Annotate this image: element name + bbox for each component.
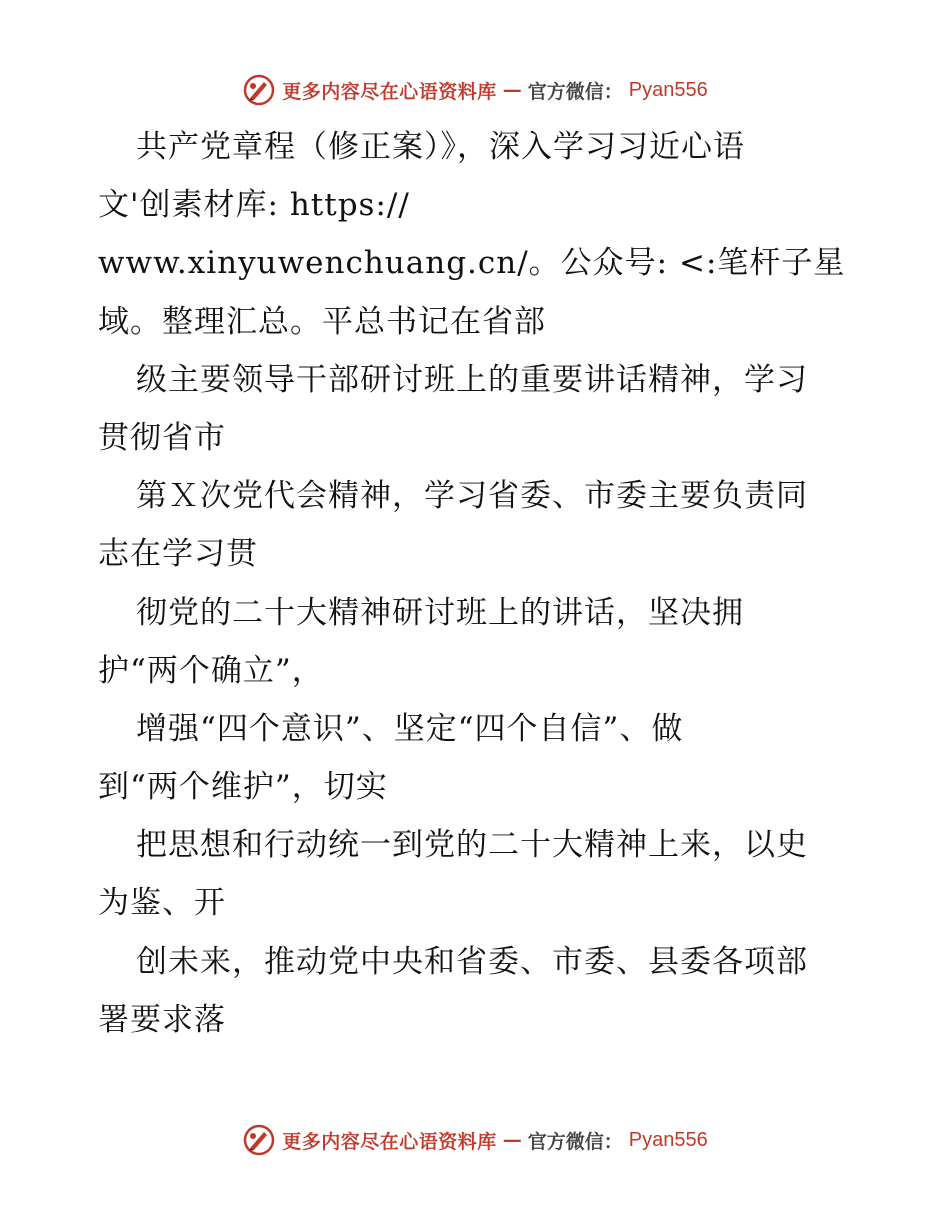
text-line: 级主要领导干部研讨班上的重要讲话精神，学习 bbox=[136, 361, 808, 398]
text-line: 增强“四个意识”、坚定“四个自信”、做 bbox=[136, 710, 684, 747]
text-line: 把思想和行动统一到党的二十大精神上来，以史 bbox=[136, 827, 808, 864]
text-line: 创未来，推动党中央和省委、市委、县委各项部 bbox=[136, 943, 808, 980]
text-line: 护“两个确立”， bbox=[98, 652, 324, 689]
footer-banner bbox=[0, 1120, 950, 1160]
text-line: 为鉴、开 bbox=[98, 885, 226, 922]
text-line: 到“两个维护”，切实 bbox=[98, 769, 388, 806]
header-banner bbox=[0, 70, 950, 110]
text-line: www.xinyuwenchuang.cn/。公众号: <:笔杆子星 bbox=[98, 245, 846, 282]
banner-separator: — bbox=[502, 1129, 522, 1151]
text-line: 文'创素材库: https:// bbox=[98, 187, 410, 224]
text-line: 第Ｘ次党代会精神，学习省委、市委主要负责同 bbox=[136, 478, 808, 515]
banner-wechat-id: Pyan556 bbox=[628, 1128, 708, 1151]
text-line: 彻党的二十大精神研讨班上的讲话，坚决拥 bbox=[136, 594, 744, 631]
text-line: 共产党章程（修正案）》，深入学习习近心语 bbox=[136, 129, 745, 165]
banner-wechat-label: 官方微信： bbox=[527, 80, 623, 103]
brand-logo-icon bbox=[242, 1123, 276, 1157]
text-line: 志在学习贯 bbox=[98, 536, 258, 573]
text-line: 域。整理汇总。平总书记在省部 bbox=[98, 303, 546, 340]
document-body bbox=[98, 118, 888, 1049]
banner-wechat-label: 官方微信： bbox=[527, 1130, 623, 1153]
text-line: 署要求落 bbox=[98, 1001, 226, 1038]
banner-main-text: 更多内容尽在心语资料库 bbox=[282, 80, 497, 103]
brand-logo-icon bbox=[242, 73, 276, 107]
text-line: 贯彻省市 bbox=[98, 419, 226, 456]
banner-wechat-id: Pyan556 bbox=[628, 78, 708, 101]
banner-separator: — bbox=[502, 79, 522, 101]
banner-main-text: 更多内容尽在心语资料库 bbox=[282, 1130, 497, 1153]
